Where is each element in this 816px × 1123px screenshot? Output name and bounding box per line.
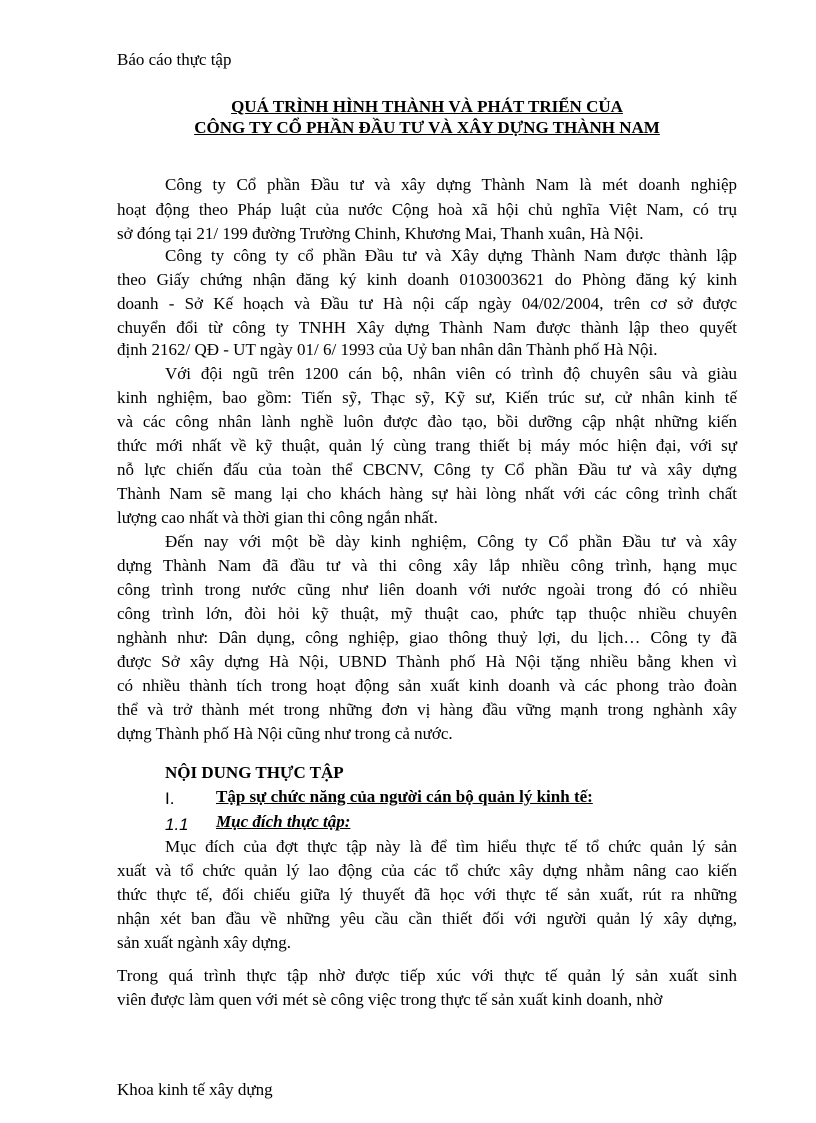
body-line: chuyển đổi từ công ty TNHH Xây dựng Thành Nam được thành lập theo quyết	[117, 318, 737, 337]
body-line: công trình trong nước cũng như liên doanh với nước ngoài trong đó có nhiều	[117, 580, 737, 599]
body-line: có nhiều thành tích trong hoạt động sản xuất kinh doanh và các phong trào đoàn	[117, 676, 737, 695]
body-line: thức mới nhất về kỹ thuật, quản lý cùng trang thiết bị máy móc hiện đại, với sự	[117, 436, 737, 455]
body-line: theo Giấy chứng nhận đăng ký kinh doanh 0103003621 do Phòng đăng ký kinh	[117, 270, 737, 289]
body-line: được Sở xây dựng Hà Nội, UBND Thành phố Hà Nội tặng nhiều bằng khen vì	[117, 652, 737, 671]
body-line: định 2162/ QĐ - UT ngày 01/ 6/ 1993 của Uỷ ban nhân dân Thành phố Hà Nội.	[117, 340, 658, 359]
subsection-number-1-1: 1.1	[165, 815, 189, 834]
body-line: nghành như: Dân dụng, công nghiệp, giao thông thuỷ lợi, du lịch… Công ty đã	[117, 628, 737, 647]
subsection-heading-1-1: Mục đích thực tập:	[216, 812, 351, 831]
section-heading: NỘI DUNG THỰC TẬP	[165, 763, 344, 782]
body-line: Mục đích của đợt thực tập này là để tìm hiểu thực tế tổ chức quản lý sản	[165, 837, 737, 856]
body-line: thức thực tế, đối chiếu giữa lý thuyết đã học với thực tế sản xuất, rút ra những	[117, 885, 737, 904]
body-line: Với đội ngũ trên 1200 cán bộ, nhân viên có trình độ chuyên sâu và giàu	[165, 364, 737, 383]
body-line: công trình lớn, đòi hỏi kỹ thuật, mỹ thuật cao, phức tạp thuộc nhiều chuyên	[117, 604, 737, 623]
body-line: Công ty Cổ phần Đầu tư và xây dựng Thành Nam là mét doanh nghiệp	[165, 175, 737, 194]
body-line: Trong quá trình thực tập nhờ được tiếp xúc với thực tế quản lý sản xuất sinh	[117, 966, 737, 985]
body-line: doanh - Sở Kế hoạch và Đầu tư Hà nội cấp ngày 04/02/2004, trên cơ sở được	[117, 294, 737, 313]
document-title-line-1: QUÁ TRÌNH HÌNH THÀNH VÀ PHÁT TRIỂN CỦA	[231, 97, 623, 116]
body-line: hoạt động theo Pháp luật của nước Cộng hoà xã hội chủ nghĩa Việt Nam, có trụ	[117, 200, 737, 219]
body-line: viên được làm quen với mét sè công việc trong thực tế sản xuất kinh doanh, nhờ	[117, 990, 663, 1009]
page-header: Báo cáo thực tập	[117, 50, 232, 69]
body-line: sở đóng tại 21/ 199 đường Trường Chinh, Khương Mai, Thanh xuân, Hà Nội.	[117, 224, 644, 243]
body-line: Công ty công ty cổ phần Đầu tư và Xây dựng Thành Nam được thành lập	[165, 246, 737, 265]
body-line: Đến nay với một bề dày kinh nghiệm, Công ty Cổ phần Đầu tư và xây	[165, 532, 737, 551]
page-footer: Khoa kinh tế xây dựng	[117, 1080, 273, 1099]
document-title-line-2: CÔNG TY CỔ PHẦN ĐẦU TƯ VÀ XÂY DỰNG THÀNH NAM	[194, 118, 660, 137]
body-line: xuất và tổ chức quản lý lao động của các tổ chức xây dựng nhằm nâng cao kiến	[117, 861, 737, 880]
body-line: dựng Thành Nam đã đầu tư và thi công xây lắp nhiều công trình, hạng mục	[117, 556, 737, 575]
body-line: dựng Thành phố Hà Nội cũng như trong cả nước.	[117, 724, 453, 743]
body-line: và các công nhân lành nghề luôn được đào tạo, bồi dưỡng cập nhật những kiến	[117, 412, 737, 431]
body-line: Thành Nam sẽ mang lại cho khách hàng sự hài lòng nhất với các công trình chất	[117, 484, 737, 503]
body-line: thể và trở thành mét trong những đơn vị hàng đầu vững mạnh trong nghành xây	[117, 700, 737, 719]
body-line: sản xuất ngành xây dựng.	[117, 933, 291, 952]
subsection-number-1: I.	[165, 789, 175, 808]
body-line: nỗ lực chiến đấu của toàn thể CBCNV, Công ty Cổ phần Đầu tư và xây dựng	[117, 460, 737, 479]
body-line: nhận xét ban đầu về những yêu cầu cần thiết đối với người quản lý xây dựng,	[117, 909, 737, 928]
body-line: lượng cao nhất và thời gian thi công ngắn nhất.	[117, 508, 438, 527]
body-line: kinh nghiệm, bao gồm: Tiến sỹ, Thạc sỹ, Kỹ sư, Kiến trúc sư, cử nhân kinh tế	[117, 388, 737, 407]
subsection-heading-1: Tập sự chức năng của người cán bộ quản lý kinh tế:	[216, 787, 593, 806]
